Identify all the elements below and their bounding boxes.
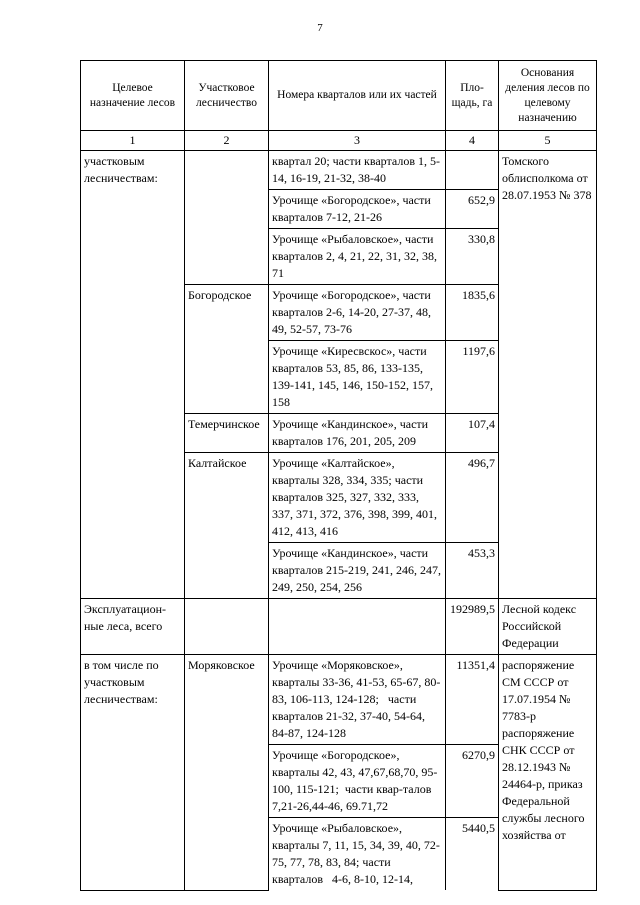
quarters-cell: Урочище «Богородское», части кварталов 2-6, 14-20, 27-37, 48, 49, 52-57, 73-76 [269, 285, 446, 341]
basis-cell: Лесной кодекс Российской Федерации [499, 599, 597, 655]
table-row [81, 655, 597, 745]
area-cell: 496,7 [446, 453, 499, 543]
header-purpose: Целевое назначение лесов [81, 61, 185, 131]
quarters-cell: Урочище «Калтайское», кварталы 328, 334, 335; части кварталов 325, 327, 332, 333, 337, 371, 372, 376, 398, 399, 401, 412, 413, 416 [269, 453, 446, 543]
col-number: 5 [499, 131, 597, 151]
area-cell: 192989,5 [446, 599, 499, 655]
purpose-cell: Эксплуатацион-ные леса, всего [81, 599, 185, 655]
table-row [81, 599, 597, 655]
col-number: 4 [446, 131, 499, 151]
area-cell: 11351,4 [446, 655, 499, 745]
col-number: 2 [185, 131, 269, 151]
quarters-cell: Урочище «Богородское», части кварталов 7-12, 21-26 [269, 190, 446, 229]
purpose-cell: участковым лесничествам: [81, 151, 185, 599]
area-cell: 5440,5 [446, 818, 499, 891]
header-basis: Основания деления лесов по целевому назначению [499, 61, 597, 131]
col-number: 1 [81, 131, 185, 151]
area-cell: 652,9 [446, 190, 499, 229]
forestry-cell: Калтайское [185, 453, 269, 599]
header-quarters: Номера кварталов или их частей [269, 61, 446, 131]
forestry-cell: Богородское [185, 285, 269, 414]
basis-cell: распоряжение СМ СССР от 17.07.1954 № 7783-р распоряжение СНК СССР от 28.12.1943 № 24464-р, приказ Федеральной службы лесного хозяйства от [499, 655, 597, 891]
area-cell: 1197,6 [446, 341, 499, 414]
area-cell: 107,4 [446, 414, 499, 453]
area-cell [446, 151, 499, 190]
quarters-cell: Урочище «Кандинское», части кварталов 215-219, 241, 246, 247, 249, 250, 254, 256 [269, 543, 446, 599]
col-number: 3 [269, 131, 446, 151]
table-row [81, 151, 597, 190]
quarters-cell: Урочище «Кандинское», части кварталов 176, 201, 205, 209 [269, 414, 446, 453]
quarters-cell: Урочище «Киресвскос», части кварталов 53, 85, 86, 133-135, 139-141, 145, 146, 150-152, 157, 158 [269, 341, 446, 414]
forestry-cell [185, 151, 269, 285]
column-number-row [81, 131, 597, 151]
forestry-cell [185, 599, 269, 655]
area-cell: 6270,9 [446, 745, 499, 818]
quarters-cell: Урочище «Рыбаловское», части кварталов 2, 4, 21, 22, 31, 32, 38, 71 [269, 229, 446, 285]
area-cell: 330,8 [446, 229, 499, 285]
forest-division-table [80, 60, 597, 891]
header-row [81, 61, 597, 131]
purpose-cell: в том числе по участковым лесничествам: [81, 655, 185, 891]
area-cell: 453,3 [446, 543, 499, 599]
area-cell: 1835,6 [446, 285, 499, 341]
quarters-cell: Урочище «Богородское», кварталы 42, 43, 47,67,68,70, 95-100, 115-121; части квар-талов 7,21-26,44-46, 69.71,72 [269, 745, 446, 818]
forestry-cell: Моряковское [185, 655, 269, 891]
quarters-cell: Урочище «Моряковское», кварталы 33-36, 41-53, 65-67, 80-83, 106-113, 124-128; части кварталов 21-32, 37-40, 54-64, 84-87, 124-128 [269, 655, 446, 745]
quarters-cell: квартал 20; части кварталов 1, 5-14, 16-19, 21-32, 38-40 [269, 151, 446, 190]
quarters-cell: Урочище «Рыбаловское», кварталы 7, 11, 15, 34, 39, 40, 72-75, 77, 78, 83, 84; части кварталов 4-6, 8-10, 12-14, [269, 818, 446, 891]
forestry-cell: Темерчинское [185, 414, 269, 453]
page-number: 7 [317, 22, 323, 34]
quarters-cell [269, 599, 446, 655]
basis-cell: Томского облисполкома от 28.07.1953 № 378 [499, 151, 597, 599]
header-area: Пло-щадь, га [446, 61, 499, 131]
header-forestry: Участковое лесничество [185, 61, 269, 131]
